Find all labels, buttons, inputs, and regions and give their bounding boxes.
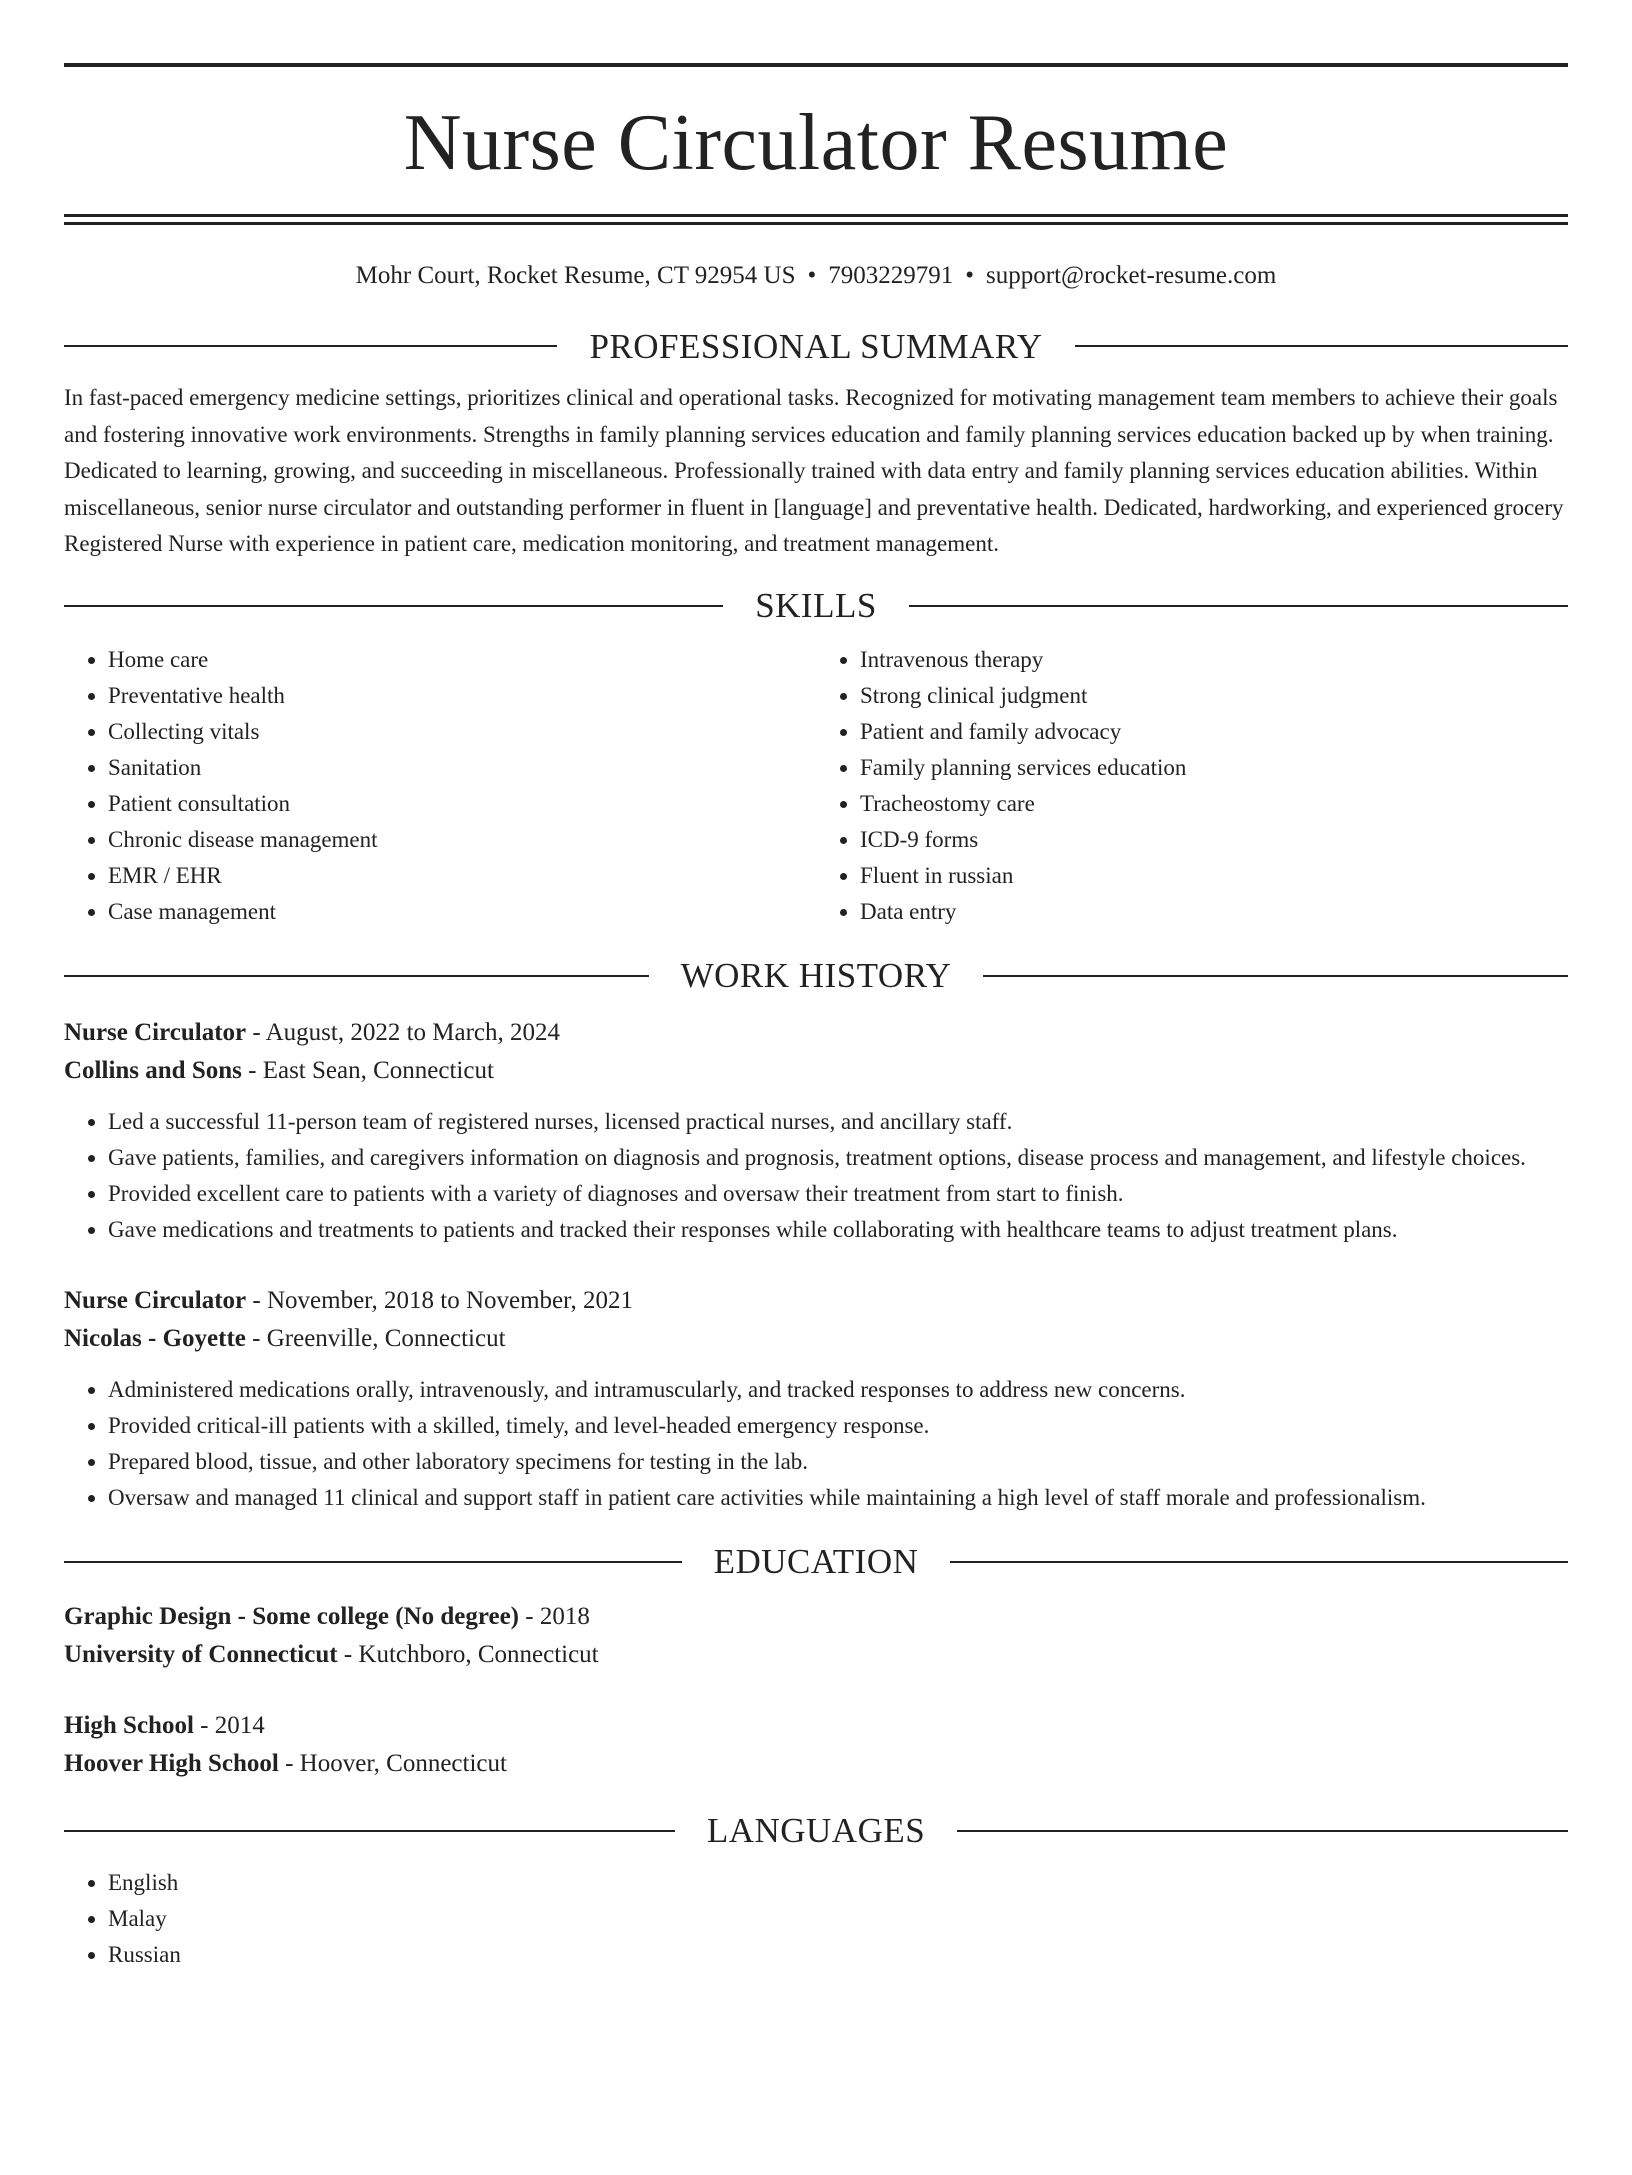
school-location: - Kutchboro, Connecticut: [337, 1640, 599, 1668]
contact-phone: 7903229791: [828, 262, 954, 289]
title-double-rule: [64, 214, 1568, 225]
job-title: Nurse Circulator: [64, 1286, 247, 1314]
language-item: • English: [108, 1865, 1568, 1901]
languages-heading-label: LANGUAGES: [706, 1811, 926, 1850]
work-heading-label: WORK HISTORY: [680, 956, 952, 995]
job-dates: - November, 2018 to November, 2021: [246, 1286, 633, 1314]
skill-item: • Intravenous therapy: [860, 642, 1568, 678]
work-entry: [64, 1282, 1568, 1516]
degree-year: - 2018: [519, 1602, 590, 1630]
job-bullets: [64, 1104, 1568, 1248]
job-dates: - August, 2022 to March, 2024: [246, 1018, 561, 1046]
heading-rule: [957, 1830, 1568, 1832]
skills-column-right: [816, 642, 1568, 930]
job-company: Nicolas - Goyette: [64, 1324, 246, 1352]
skill-item: • Strong clinical judgment: [860, 678, 1568, 714]
job-title-line: [64, 1014, 1568, 1052]
skills-section-heading: [64, 586, 1568, 626]
skill-item: • Collecting vitals: [108, 714, 816, 750]
job-bullet: • Provided excellent care to patients with a variety of diagnoses and oversaw their treatment from start to finish.: [108, 1176, 1568, 1212]
education-entry: [64, 1598, 1568, 1674]
job-bullet: • Prepared blood, tissue, and other laboratory specimens for testing in the lab.: [108, 1444, 1568, 1480]
skill-item: • ICD-9 forms: [860, 822, 1568, 858]
heading-rule: [64, 605, 723, 607]
heading-rule: [983, 975, 1568, 977]
degree-name: Graphic Design - Some college (No degree): [64, 1602, 519, 1630]
heading-rule: [64, 1561, 682, 1563]
job-bullet: • Administered medications orally, intravenously, and intramuscularly, and tracked responses to address new concerns.: [108, 1372, 1568, 1408]
heading-rule: [64, 1830, 675, 1832]
job-bullets: [64, 1372, 1568, 1516]
skill-item: • Home care: [108, 642, 816, 678]
school-name: Hoover High School: [64, 1749, 279, 1777]
page-title: Nurse Circulator Resume: [403, 99, 1229, 187]
job-bullet: • Gave medications and treatments to patients and tracked their responses while collaborating with healthcare teams to adjust treatment plans.: [108, 1212, 1568, 1248]
language-item: • Malay: [108, 1901, 1568, 1937]
resume-page: [0, 63, 1632, 2175]
contact-separator: •: [965, 262, 975, 289]
job-bullet: • Gave patients, families, and caregivers information on diagnosis and prognosis, treatment options, disease process and management, and lifestyle choices.: [108, 1140, 1568, 1176]
job-title: Nurse Circulator: [64, 1018, 247, 1046]
summary-heading-label: PROFESSIONAL SUMMARY: [589, 326, 1043, 366]
top-rule: [64, 63, 1568, 67]
education-section-heading: [64, 1542, 1568, 1582]
heading-rule: [950, 1561, 1568, 1563]
degree-year: - 2014: [193, 1711, 265, 1739]
degree-line: [64, 1598, 1568, 1636]
heading-rule: [1075, 345, 1568, 347]
languages-items: [64, 1865, 1568, 1973]
contact-email: support@rocket-resume.com: [986, 262, 1277, 289]
job-company: Collins and Sons: [64, 1056, 242, 1084]
skills-heading-label: SKILLS: [755, 586, 877, 625]
job-location: - East Sean, Connecticut: [241, 1056, 494, 1084]
skill-item: • Tracheostomy care: [860, 786, 1568, 822]
skill-item: • Preventative health: [108, 678, 816, 714]
language-item: • Russian: [108, 1937, 1568, 1973]
skills-list: [64, 642, 1568, 930]
languages-list: [64, 1865, 1568, 1973]
skill-item: • Patient and family advocacy: [860, 714, 1568, 750]
skill-item: • Family planning services education: [860, 750, 1568, 786]
heading-rule: [64, 345, 557, 347]
degree-line: [64, 1707, 1568, 1745]
skills-column-left: [64, 642, 816, 930]
heading-rule: [909, 605, 1568, 607]
skill-item: • Patient consultation: [108, 786, 816, 822]
languages-section-heading: [64, 1811, 1568, 1851]
degree-name: High School: [64, 1711, 194, 1739]
job-title-line: [64, 1282, 1568, 1320]
education-entry: [64, 1707, 1568, 1783]
job-bullet: • Oversaw and managed 11 clinical and support staff in patient care activities while maintaining a high level of staff morale and professionalism.: [108, 1480, 1568, 1516]
summary-section-heading: [64, 326, 1568, 366]
skill-item: • Sanitation: [108, 750, 816, 786]
job-bullet: • Led a successful 11-person team of registered nurses, licensed practical nurses, and ancillary staff.: [108, 1104, 1568, 1140]
school-location: - Hoover, Connecticut: [278, 1749, 507, 1777]
work-entry: [64, 1014, 1568, 1248]
job-bullet: • Provided critical-ill patients with a skilled, timely, and level-headed emergency response.: [108, 1408, 1568, 1444]
work-section-heading: [64, 956, 1568, 996]
skill-item: • Chronic disease management: [108, 822, 816, 858]
contact-address: Mohr Court, Rocket Resume, CT 92954 US: [355, 262, 796, 289]
skill-item: • Fluent in russian: [860, 858, 1568, 894]
school-line: [64, 1636, 1568, 1674]
skill-item: • Case management: [108, 894, 816, 930]
job-location: - Greenville, Connecticut: [245, 1324, 506, 1352]
job-company-line: [64, 1052, 1568, 1090]
skill-item: • Data entry: [860, 894, 1568, 930]
summary-text: In fast-paced emergency medicine settings, prioritizes clinical and operational tasks. Recognized for motivating management team members to achieve their goals and fostering innovative work environments. Strengths in family planning services education and family planning services education backed up by when training. Dedicated to learning, growing, and succeeding in miscellaneous. Professionally trained with data entry and family planning services education abilities. Within miscellaneous, senior nurse circulator and outstanding performer in fluent in [language] and preventative health. Dedicated, hardworking, and experienced grocery Registered Nurse with experience in patient care, medication monitoring, and treatment management.: [64, 385, 1564, 556]
job-company-line: [64, 1320, 1568, 1358]
skill-item: • EMR / EHR: [108, 858, 816, 894]
heading-rule: [64, 975, 649, 977]
contact-line: [64, 263, 1568, 288]
education-heading-label: EDUCATION: [713, 1542, 919, 1581]
contact-separator: •: [807, 262, 817, 289]
school-name: University of Connecticut: [64, 1640, 338, 1668]
school-line: [64, 1745, 1568, 1783]
